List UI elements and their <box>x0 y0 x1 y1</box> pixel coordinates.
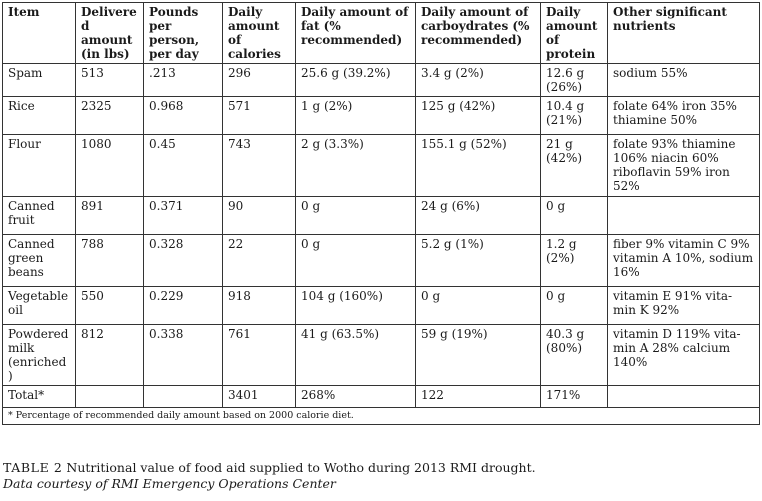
table-caption <box>3 460 536 492</box>
table-cell: 22 <box>223 235 296 287</box>
table-cell: 743 <box>223 135 296 197</box>
row-item-cell: Spam <box>3 64 76 97</box>
table-cell: 1.2 g (2%) <box>541 235 608 287</box>
caption-text: Nutritional value of food aid supplied to Wotho during 2013 RMI drought. <box>66 460 536 475</box>
table-cell: 3.4 g (2%) <box>416 64 541 97</box>
table-cell: 90 <box>223 197 296 235</box>
table-footnote: * Percentage of recommended daily amount based on 2000 calorie diet. <box>3 408 760 425</box>
table-cell: 0 g <box>541 287 608 325</box>
table-cell: 21 g (42%) <box>541 135 608 197</box>
table-cell: 1 g (2%) <box>296 97 416 135</box>
table-cell <box>76 386 144 408</box>
table-cell <box>144 386 223 408</box>
table-cell: 59 g (19%) <box>416 325 541 386</box>
column-header: Other significant nutrients <box>608 3 760 64</box>
table-row <box>3 287 760 325</box>
table-cell: 0 g <box>416 287 541 325</box>
table-cell: vitamin D 119% vita-min A 28% calcium 140% <box>608 325 760 386</box>
table-row <box>3 135 760 197</box>
table-cell: fiber 9% vitamin C 9% vitamin A 10%, sodium 16% <box>608 235 760 287</box>
column-header: Item <box>3 3 76 64</box>
table-cell: vitamin E 91% vita-min K 92% <box>608 287 760 325</box>
table-cell: 40.3 g (80%) <box>541 325 608 386</box>
table-cell: 0.968 <box>144 97 223 135</box>
table-cell: 761 <box>223 325 296 386</box>
row-item-cell: Vegetable oil <box>3 287 76 325</box>
table-body <box>3 64 760 425</box>
table-cell: 0.229 <box>144 287 223 325</box>
table-row <box>3 64 760 97</box>
table-cell <box>608 197 760 235</box>
table-cell: .213 <box>144 64 223 97</box>
table-row <box>3 386 760 408</box>
table-cell: 1080 <box>76 135 144 197</box>
row-item-cell: Rice <box>3 97 76 135</box>
table-row <box>3 97 760 135</box>
column-header: Pounds per person, per day <box>144 3 223 64</box>
table-cell: 0.338 <box>144 325 223 386</box>
column-header: Daily amount of fat (% recommended) <box>296 3 416 64</box>
table-cell: 550 <box>76 287 144 325</box>
table-cell: 12.6 g (26%) <box>541 64 608 97</box>
table-row <box>3 235 760 287</box>
table-cell: 812 <box>76 325 144 386</box>
row-item-cell: Powdered milk (enriched) <box>3 325 76 386</box>
table-cell: 513 <box>76 64 144 97</box>
table-cell: 5.2 g (1%) <box>416 235 541 287</box>
nutrition-table <box>2 2 760 425</box>
table-row <box>3 197 760 235</box>
table-cell: 155.1 g (52%) <box>416 135 541 197</box>
table-cell: 104 g (160%) <box>296 287 416 325</box>
table-cell: 918 <box>223 287 296 325</box>
table-cell: 171% <box>541 386 608 408</box>
column-header: Delivered amount (in lbs) <box>76 3 144 64</box>
row-item-cell: Canned green beans <box>3 235 76 287</box>
column-header: Daily amount of protein <box>541 3 608 64</box>
table-cell: 571 <box>223 97 296 135</box>
header-row <box>3 3 760 64</box>
table-cell: 891 <box>76 197 144 235</box>
table-cell: 296 <box>223 64 296 97</box>
table-header <box>3 3 760 64</box>
table-row <box>3 325 760 386</box>
table-cell: 25.6 g (39.2%) <box>296 64 416 97</box>
table-cell: 122 <box>416 386 541 408</box>
table-cell: 2325 <box>76 97 144 135</box>
table-cell: 24 g (6%) <box>416 197 541 235</box>
table-cell: 125 g (42%) <box>416 97 541 135</box>
footnote-row <box>3 408 760 425</box>
table-cell: 3401 <box>223 386 296 408</box>
row-item-cell: Total* <box>3 386 76 408</box>
table-cell: folate 93% thiamine 106% niacin 60% riboflavin 59% iron 52% <box>608 135 760 197</box>
table-cell: 0 g <box>296 197 416 235</box>
caption-label: TABLE 2 <box>3 460 63 475</box>
column-header: Daily amount of calories <box>223 3 296 64</box>
row-item-cell: Flour <box>3 135 76 197</box>
table-cell: 0 g <box>296 235 416 287</box>
table-cell: folate 64% iron 35% thiamine 50% <box>608 97 760 135</box>
table-cell: 41 g (63.5%) <box>296 325 416 386</box>
table-cell: 10.4 g (21%) <box>541 97 608 135</box>
row-item-cell: Canned fruit <box>3 197 76 235</box>
caption-credit: Data courtesy of RMI Emergency Operations Center <box>3 476 336 491</box>
table-cell: 0.45 <box>144 135 223 197</box>
table-cell: 2 g (3.3%) <box>296 135 416 197</box>
column-header: Daily amount of carboydrates (% recommended) <box>416 3 541 64</box>
table-cell: 268% <box>296 386 416 408</box>
table-cell <box>608 386 760 408</box>
table-cell: 0 g <box>541 197 608 235</box>
table-cell: 0.328 <box>144 235 223 287</box>
table-cell: sodium 55% <box>608 64 760 97</box>
table-cell: 788 <box>76 235 144 287</box>
table-cell: 0.371 <box>144 197 223 235</box>
